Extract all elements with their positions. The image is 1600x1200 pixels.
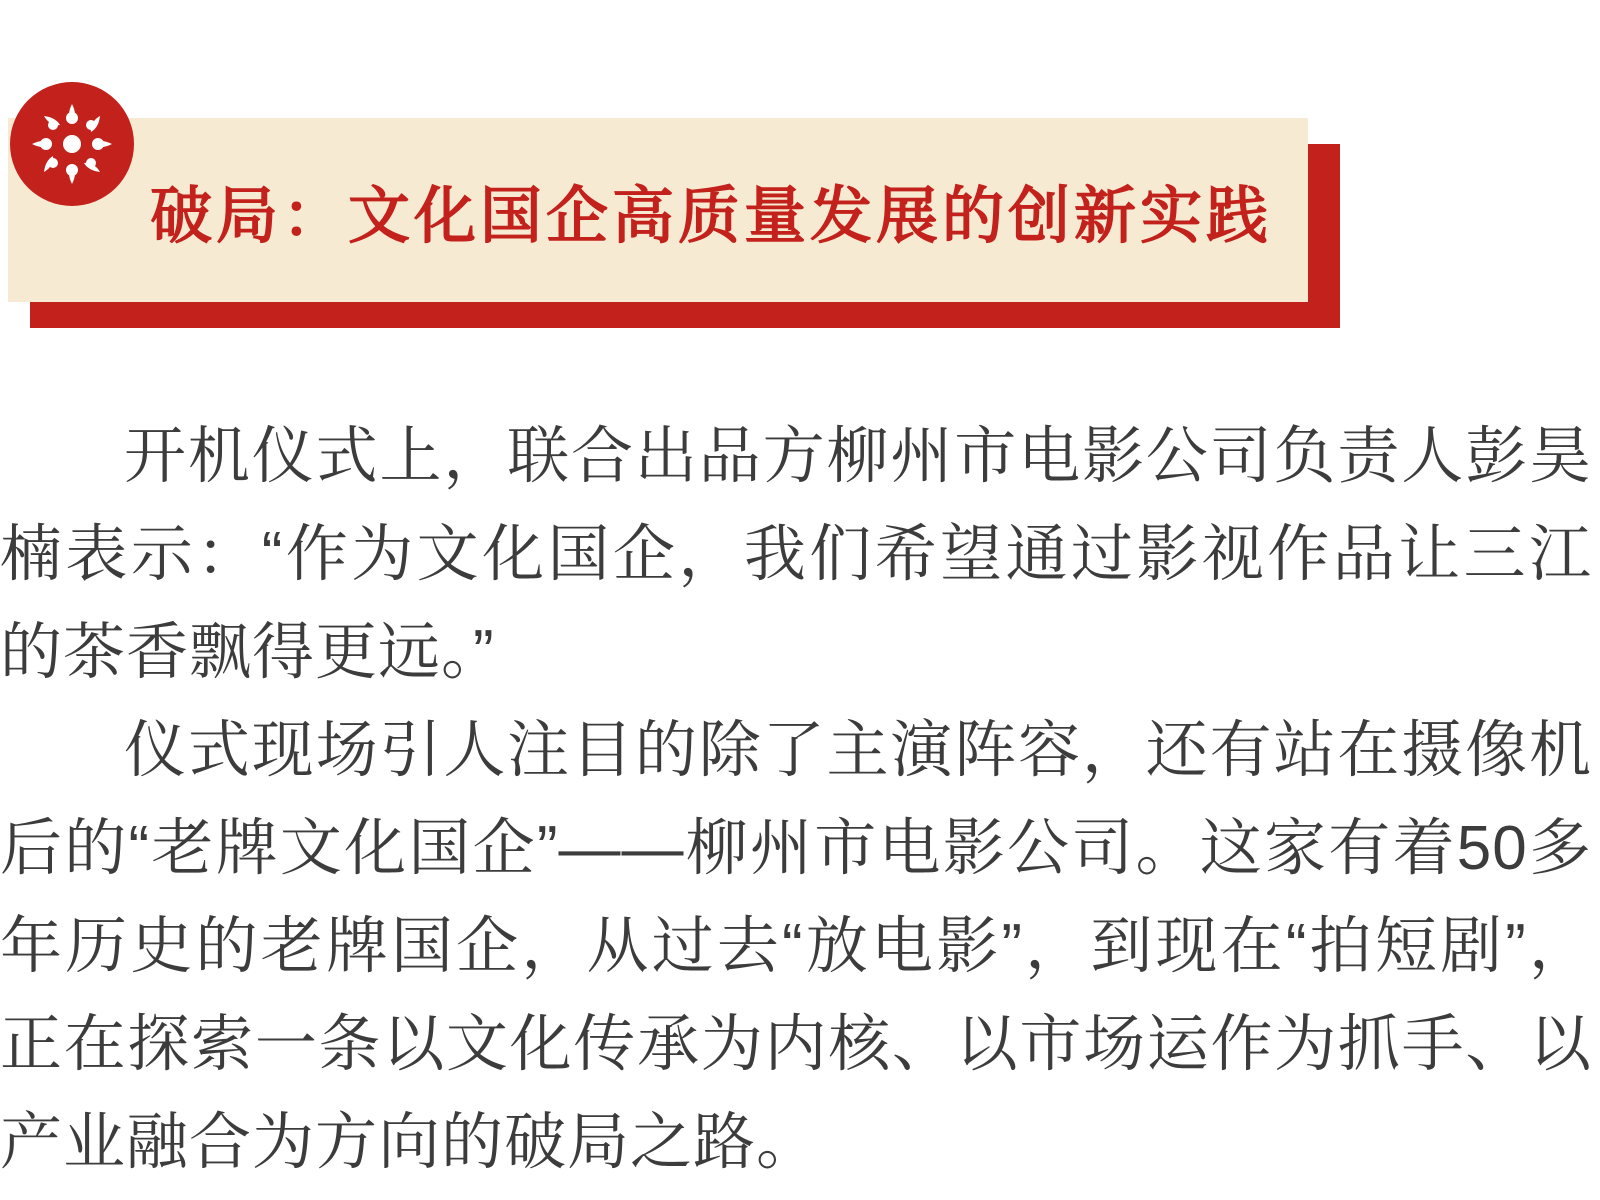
article-header [0,118,1340,328]
paragraph: 开机仪式上，联合出品方柳州市电影公司负责人彭昊楠表示：“作为文化国企，我们希望通过影视作品让三江的茶香飘得更远。” [0,422,1592,687]
article-body [0,408,1600,1192]
red-circular-paper-cut-emblem-icon [8,80,136,208]
paragraph: 仪式现场引人注目的除了主演阵容，还有站在摄像机后的“老牌文化国企”——柳州市电影公司。这家有着50多年历史的老牌国企，从过去“放电影”，到现在“拍短剧”，正在探索一条以文化传承为内核、以市场运作为抓手、以产业融合为方向的破局之路。 [0,716,1592,1177]
page-title: 破局：文化国企高质量发展的创新实践 [150,181,1273,251]
